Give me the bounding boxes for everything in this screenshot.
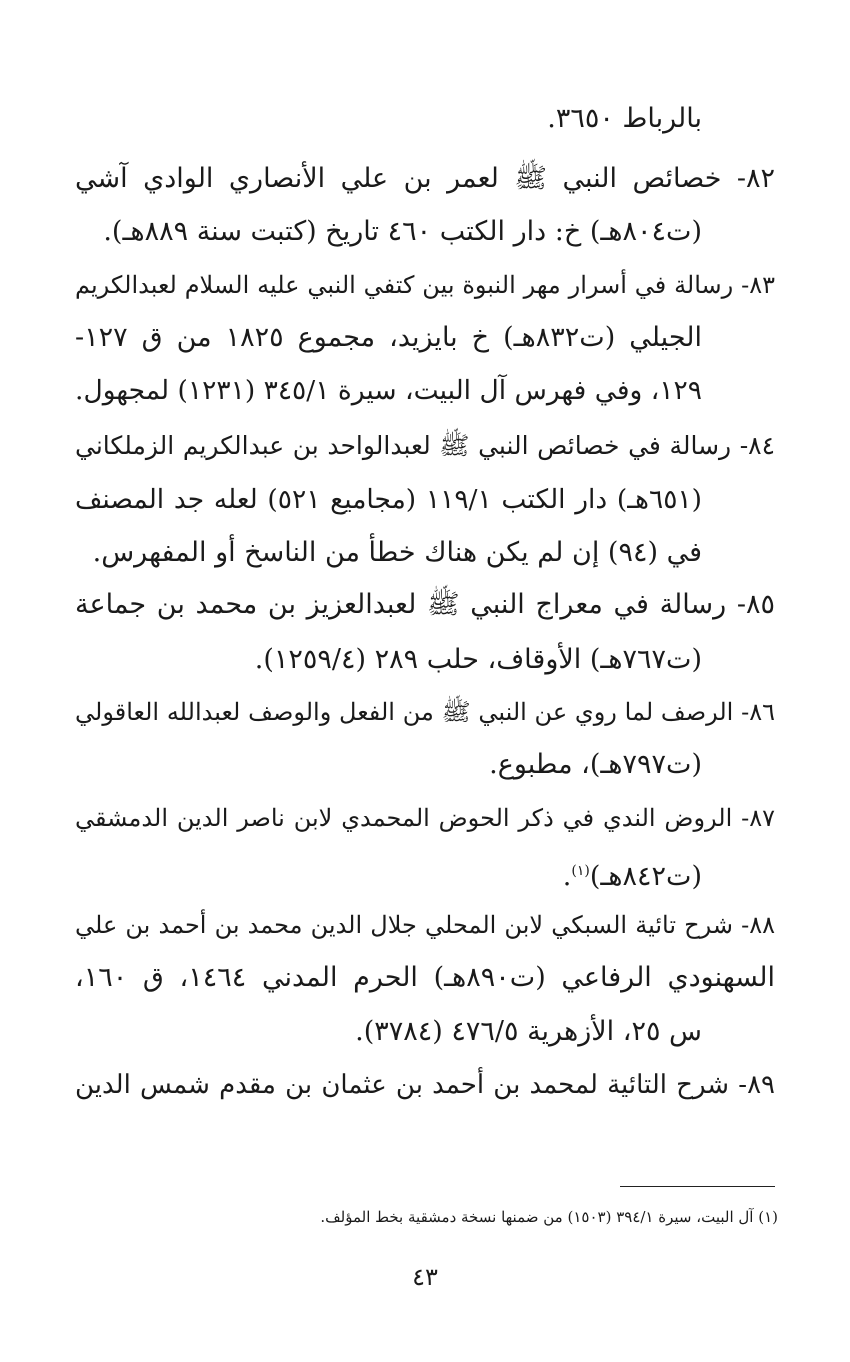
entry-86-line-1: ٨٦- الرصف لما روي عن النبي ﷺ من الفعل والوصف لعبدالله العاقولي <box>75 698 775 726</box>
entry-83-line-3: ١٢٩، وفي فهرس آل البيت، سيرة ٣٤٥/١ (١٢٣١) لمجهول. <box>75 375 702 406</box>
entry-89-line-1: ٨٩- شرح التائية لمحمد بن أحمد بن عثمان بن مقدم شمس الدين <box>75 1070 775 1100</box>
entry-83-line-1: ٨٣- رسالة في أسرار مهر النبوة بين كتفي النبي عليه السلام لعبدالكريم <box>75 271 775 299</box>
text-line-1: بالرباط ٣٦٥٠. <box>547 103 702 134</box>
entry-88-line-2: السهنودي الرفاعي (ت٨٩٠هـ) الحرم المدني ١٤٦٤، ق ١٦٠، <box>75 962 775 993</box>
entry-87-line-1: ٨٧- الروض الندي في ذكر الحوض المحمدي لابن ناصر الدين الدمشقي <box>75 804 775 832</box>
entry-85-line-1: ٨٥- رسالة في معراج النبي ﷺ لعبدالعزيز بن محمد بن جماعة <box>75 589 775 620</box>
entry-88-line-1: ٨٨- شرح تائية السبكي لابن المحلي جلال الدين محمد بن أحمد بن علي <box>75 911 775 939</box>
entry-87-line-2 <box>75 851 702 897</box>
entry-82-line-2: (ت٨٠٤هـ) خ: دار الكتب ٤٦٠ تاريخ (كتبت سنة ٨٨٩هـ). <box>103 216 702 247</box>
entry-84-line-3: في (٩٤) إن لم يكن هناك خطأ من الناسخ أو المفهرس. <box>92 537 702 568</box>
entry-87-death-date: (ت٨٤٢هـ) <box>589 861 702 892</box>
entry-82-line-1: ٨٢- خصائص النبي ﷺ لعمر بن علي الأنصاري الوادي آشي <box>75 163 775 194</box>
entry-86-line-2: (ت٧٩٧هـ)، مطبوع. <box>489 749 702 780</box>
page-number: ٤٣ <box>412 1263 438 1291</box>
footnote-text: (١) آل البيت، سيرة ٣٩٤/١ (١٥٠٣) من ضمنها نسخة دمشقية بخط المؤلف. <box>320 1208 778 1226</box>
entry-84-line-1: ٨٤- رسالة في خصائص النبي ﷺ لعبدالواحد بن عبدالكريم الزملكاني <box>75 431 775 460</box>
footnote-separator <box>620 1186 775 1187</box>
entry-83-line-2: الجيلي (ت٨٣٢هـ) خ بايزيد، مجموع ١٨٢٥ من ق ١٢٧- <box>75 322 702 353</box>
entry-88-line-3: س ٢٥، الأزهرية ٤٧٦/٥ (٣٧٨٤). <box>355 1016 702 1047</box>
footnote-reference[interactable]: (١) <box>571 863 590 879</box>
entry-84-line-2: (٦٥١هـ) دار الكتب ١١٩/١ (مجاميع ٥٢١) لعله جد المصنف <box>75 484 703 515</box>
entry-87-period: . <box>562 861 572 892</box>
entry-85-line-2: (ت٧٦٧هـ) الأوقاف، حلب ٢٨٩ (١٢٥٩/٤). <box>254 644 702 675</box>
